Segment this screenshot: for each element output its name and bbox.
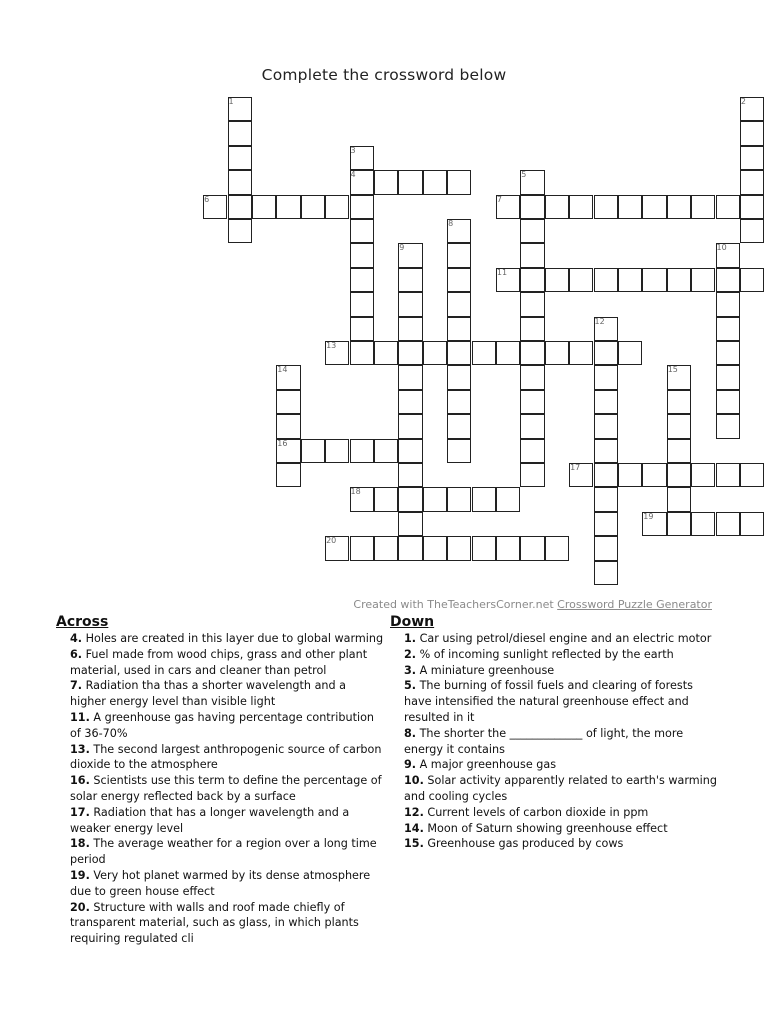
grid-cell[interactable] [447, 487, 471, 511]
grid-cell[interactable] [520, 268, 544, 292]
grid-cell[interactable] [325, 195, 349, 219]
grid-cell[interactable] [691, 463, 715, 487]
clue-item-number: 13. [70, 742, 90, 756]
grid-cell[interactable] [716, 195, 740, 219]
clue-item [56, 631, 384, 647]
clue-item-number: 19. [70, 868, 90, 882]
clue-item [390, 836, 720, 852]
grid-cell[interactable] [447, 536, 471, 560]
clue-item-number: 9. [404, 758, 417, 772]
clue-item-text: Very hot planet warmed by its dense atmosphere due to green house effect [70, 868, 371, 898]
grid-cell[interactable] [594, 414, 618, 438]
clue-item-number: 11. [70, 710, 90, 724]
clue-item-number: 17. [70, 805, 90, 819]
clue-number: 13 [326, 341, 337, 350]
clue-number: 1 [228, 97, 234, 106]
grid-cell[interactable] [496, 341, 520, 365]
grid-cell[interactable] [398, 390, 422, 414]
grid-cell[interactable] [594, 390, 618, 414]
clue-number: 15 [667, 365, 678, 375]
grid-cell[interactable] [545, 341, 569, 365]
down-heading: Down [390, 614, 435, 630]
grid-cell[interactable] [740, 463, 764, 487]
grid-cell[interactable] [716, 463, 740, 487]
grid-cell[interactable] [398, 317, 422, 341]
clue-number: 14 [277, 365, 288, 375]
clue-item [390, 647, 720, 663]
grid-cell[interactable] [398, 170, 422, 194]
grid-cell[interactable] [398, 414, 422, 438]
credit-text: Created with TheTeachersCorner.net [353, 598, 554, 611]
clue-number: 3 [350, 145, 356, 155]
grid-cell[interactable] [325, 439, 349, 463]
clue-item [56, 647, 384, 679]
clue-item-number: 12. [404, 805, 424, 819]
clue-item-text: A miniature greenhouse [416, 663, 555, 677]
grid-cell[interactable] [447, 268, 471, 292]
grid-cell[interactable] [594, 365, 618, 389]
down-clue-list [390, 631, 720, 852]
clue-item-text: % of incoming sunlight reflected by the earth [416, 647, 674, 661]
grid-cell[interactable] [545, 536, 569, 560]
grid-cell[interactable] [228, 219, 252, 243]
clue-item-text: Fuel made from wood chips, grass and other plant material, used in cars and cleaner than petrol [70, 647, 368, 677]
grid-cell[interactable] [374, 341, 398, 365]
grid-cell[interactable] [276, 390, 300, 414]
grid-cell[interactable] [691, 195, 715, 219]
grid-cell[interactable] [642, 463, 666, 487]
grid-cell[interactable] [594, 268, 618, 292]
grid-cell[interactable] [569, 195, 593, 219]
grid-cell[interactable] [398, 512, 422, 536]
clue-number: 6 [204, 194, 210, 204]
across-clue-list [56, 631, 384, 947]
clue-item [56, 678, 384, 710]
grid-cell[interactable] [594, 439, 618, 463]
clue-item-text: Moon of Saturn showing greenhouse effect [423, 821, 668, 835]
grid-cell[interactable] [520, 317, 544, 341]
grid-cell[interactable] [618, 463, 642, 487]
clue-number: 5 [521, 170, 527, 180]
grid-cell[interactable] [520, 365, 544, 389]
grid-cell[interactable] [350, 195, 374, 219]
grid-cell[interactable] [618, 268, 642, 292]
grid-cell[interactable] [520, 292, 544, 316]
grid-cell[interactable] [691, 512, 715, 536]
grid-cell[interactable] [350, 341, 374, 365]
grid-cell[interactable] [228, 195, 252, 219]
clue-item-text: Greenhouse gas produced by cows [423, 837, 624, 851]
clue-item-text: Scientists use this term to define the percentage of solar energy reflected back by a surface [70, 774, 382, 803]
grid-cell[interactable] [594, 195, 618, 219]
grid-cell[interactable] [667, 195, 691, 219]
grid-cell[interactable] [667, 463, 691, 487]
grid-cell[interactable] [350, 243, 374, 267]
grid-cell[interactable] [520, 195, 544, 219]
clue-item-text: Holes are created in this layer due to global warming [82, 632, 384, 645]
grid-cell[interactable] [423, 487, 447, 511]
clue-item-number: 10. [404, 774, 424, 788]
clue-item [390, 821, 720, 837]
grid-cell[interactable] [228, 170, 252, 194]
grid-cell[interactable] [447, 341, 471, 365]
clue-item-text: A greenhouse gas having percentage contribution of 36-70% [70, 710, 375, 740]
grid-cell[interactable] [740, 146, 764, 170]
across-heading: Across [56, 614, 109, 630]
clue-number: 20 [326, 536, 337, 546]
grid-cell[interactable] [716, 268, 740, 292]
clue-number: 4 [350, 170, 356, 180]
grid-cell[interactable] [447, 317, 471, 341]
clue-item [56, 773, 384, 805]
clue-item-number: 5. [404, 679, 417, 693]
grid-cell[interactable] [374, 487, 398, 511]
grid-cell[interactable] [594, 341, 618, 365]
grid-cell[interactable] [350, 536, 374, 560]
clue-item [390, 663, 720, 679]
grid-cell[interactable] [520, 341, 544, 365]
grid-cell[interactable] [276, 195, 300, 219]
clue-number: 2 [740, 97, 746, 106]
grid-cell[interactable] [594, 487, 618, 511]
grid-cell[interactable] [594, 463, 618, 487]
grid-cell[interactable] [350, 292, 374, 316]
clue-item-number: 18. [70, 837, 90, 851]
grid-cell[interactable] [740, 512, 764, 536]
clue-item [56, 710, 384, 742]
grid-cell[interactable] [398, 487, 422, 511]
clue-item-number: 16. [70, 774, 90, 788]
grid-cell[interactable] [667, 487, 691, 511]
grid-cell[interactable] [667, 512, 691, 536]
grid-cell[interactable] [447, 365, 471, 389]
grid-cell[interactable] [716, 365, 740, 389]
clue-item [390, 631, 720, 647]
clue-item [56, 836, 384, 868]
grid-cell[interactable] [276, 414, 300, 438]
grid-cell[interactable] [520, 243, 544, 267]
clue-number: 18 [350, 487, 361, 497]
grid-cell[interactable] [276, 463, 300, 487]
grid-cell[interactable] [423, 341, 447, 365]
generator-link[interactable]: Crossword Puzzle Generator [557, 598, 712, 611]
grid-cell[interactable] [740, 121, 764, 145]
grid-cell[interactable] [569, 341, 593, 365]
grid-cell[interactable] [398, 536, 422, 560]
grid-cell[interactable] [398, 463, 422, 487]
credit-line [353, 598, 712, 611]
grid-cell[interactable] [618, 341, 642, 365]
clue-item-text: A major greenhouse gas [416, 758, 557, 772]
grid-cell[interactable] [472, 487, 496, 511]
grid-cell[interactable] [520, 414, 544, 438]
clue-number: 9 [399, 243, 405, 253]
clue-item-number: 6. [70, 647, 83, 661]
clue-item-number: 7. [70, 679, 83, 693]
grid-cell[interactable] [594, 561, 618, 585]
clue-item [56, 900, 384, 947]
clue-item [390, 773, 720, 805]
grid-cell[interactable] [520, 439, 544, 463]
grid-cell[interactable] [520, 463, 544, 487]
clue-item [56, 805, 384, 837]
grid-cell[interactable] [716, 390, 740, 414]
grid-cell[interactable] [374, 170, 398, 194]
grid-cell[interactable] [520, 219, 544, 243]
clue-number: 11 [496, 267, 508, 277]
grid-cell[interactable] [350, 317, 374, 341]
grid-cell[interactable] [667, 439, 691, 463]
grid-cell[interactable] [740, 219, 764, 243]
clue-item-number: 14. [404, 821, 424, 835]
clue-item-number: 2. [404, 647, 417, 661]
grid-cell[interactable] [691, 268, 715, 292]
clue-item [56, 742, 384, 774]
grid-cell[interactable] [740, 170, 764, 194]
grid-cell[interactable] [447, 170, 471, 194]
grid-cell[interactable] [740, 195, 764, 219]
grid-cell[interactable] [716, 341, 740, 365]
grid-cell[interactable] [423, 536, 447, 560]
clue-number: 10 [716, 243, 727, 253]
page-title: Complete the crossword below [261, 66, 507, 84]
clue-item-number: 20. [70, 900, 90, 914]
grid-cell[interactable] [496, 536, 520, 560]
grid-cell[interactable] [545, 268, 569, 292]
grid-cell[interactable] [447, 243, 471, 267]
grid-cell[interactable] [398, 292, 422, 316]
grid-cell[interactable] [472, 341, 496, 365]
grid-cell[interactable] [228, 121, 252, 145]
clue-item [390, 726, 720, 758]
clue-item-text: Car using petrol/diesel engine and an electric motor [416, 632, 712, 645]
clue-item [390, 805, 720, 821]
grid-cell[interactable] [398, 341, 422, 365]
grid-cell[interactable] [545, 195, 569, 219]
clue-item [56, 868, 384, 900]
grid-cell[interactable] [423, 170, 447, 194]
grid-cell[interactable] [667, 268, 691, 292]
clue-item-text: Radiation that has a longer wavelength and a weaker energy level [70, 805, 350, 835]
grid-cell[interactable] [667, 390, 691, 414]
clue-item [390, 757, 720, 773]
grid-cell[interactable] [642, 195, 666, 219]
grid-cell[interactable] [594, 536, 618, 560]
grid-cell[interactable] [447, 414, 471, 438]
grid-cell[interactable] [350, 219, 374, 243]
clue-item-text: The shorter the _____________ of light, the more energy it contains [404, 726, 684, 756]
grid-cell[interactable] [374, 536, 398, 560]
grid-cell[interactable] [350, 439, 374, 463]
clue-item-number: 1. [404, 632, 417, 645]
clue-item-text: The average weather for a region over a long time period [70, 837, 377, 867]
clue-item-number: 4. [70, 632, 83, 645]
clue-item-text: Current levels of carbon dioxide in ppm [423, 805, 649, 819]
clue-item-number: 15. [404, 837, 424, 851]
grid-cell[interactable] [716, 512, 740, 536]
grid-cell[interactable] [398, 268, 422, 292]
clue-item-text: Structure with walls and roof made chiefly of transparent material, such as glass, in which plants requiring regulated cli [70, 900, 359, 946]
clue-number: 17 [570, 463, 581, 472]
grid-cell[interactable] [667, 414, 691, 438]
grid-cell[interactable] [520, 390, 544, 414]
grid-cell[interactable] [398, 365, 422, 389]
grid-cell[interactable] [252, 195, 276, 219]
grid-cell[interactable] [472, 536, 496, 560]
grid-cell[interactable] [569, 268, 593, 292]
grid-cell[interactable] [374, 439, 398, 463]
down-clues [390, 614, 720, 852]
clue-number: 19 [643, 511, 654, 521]
clue-item [390, 678, 720, 725]
grid-cell[interactable] [594, 512, 618, 536]
grid-cell[interactable] [228, 146, 252, 170]
grid-cell[interactable] [642, 268, 666, 292]
clue-number: 8 [448, 219, 454, 228]
clue-item-number: 3. [404, 663, 417, 677]
grid-cell[interactable] [740, 268, 764, 292]
grid-cell[interactable] [447, 390, 471, 414]
grid-cell[interactable] [496, 487, 520, 511]
clue-number: 7 [496, 194, 502, 204]
clue-item-text: Radiation tha thas a shorter wavelength and a higher energy level than visible light [70, 679, 347, 709]
grid-cell[interactable] [447, 292, 471, 316]
clue-item-number: 8. [404, 726, 417, 740]
grid-cell[interactable] [716, 292, 740, 316]
grid-cell[interactable] [716, 414, 740, 438]
across-clues [56, 614, 384, 947]
grid-cell[interactable] [301, 439, 325, 463]
grid-cell[interactable] [398, 439, 422, 463]
grid-cell[interactable] [350, 268, 374, 292]
grid-cell[interactable] [520, 536, 544, 560]
clue-item-text: The burning of fossil fuels and clearing of forests have intensified the natural greenhouse effect and resulted in it [404, 679, 693, 724]
grid-cell[interactable] [447, 439, 471, 463]
grid-cell[interactable] [716, 317, 740, 341]
grid-cell[interactable] [301, 195, 325, 219]
clue-item-text: The second largest anthropogenic source of carbon dioxide to the atmosphere [70, 742, 382, 772]
clue-item-text: Solar activity apparently related to earth's warming and cooling cycles [404, 774, 717, 803]
grid-cell[interactable] [618, 195, 642, 219]
clue-number: 12 [594, 316, 605, 326]
clue-number: 16 [277, 438, 288, 448]
